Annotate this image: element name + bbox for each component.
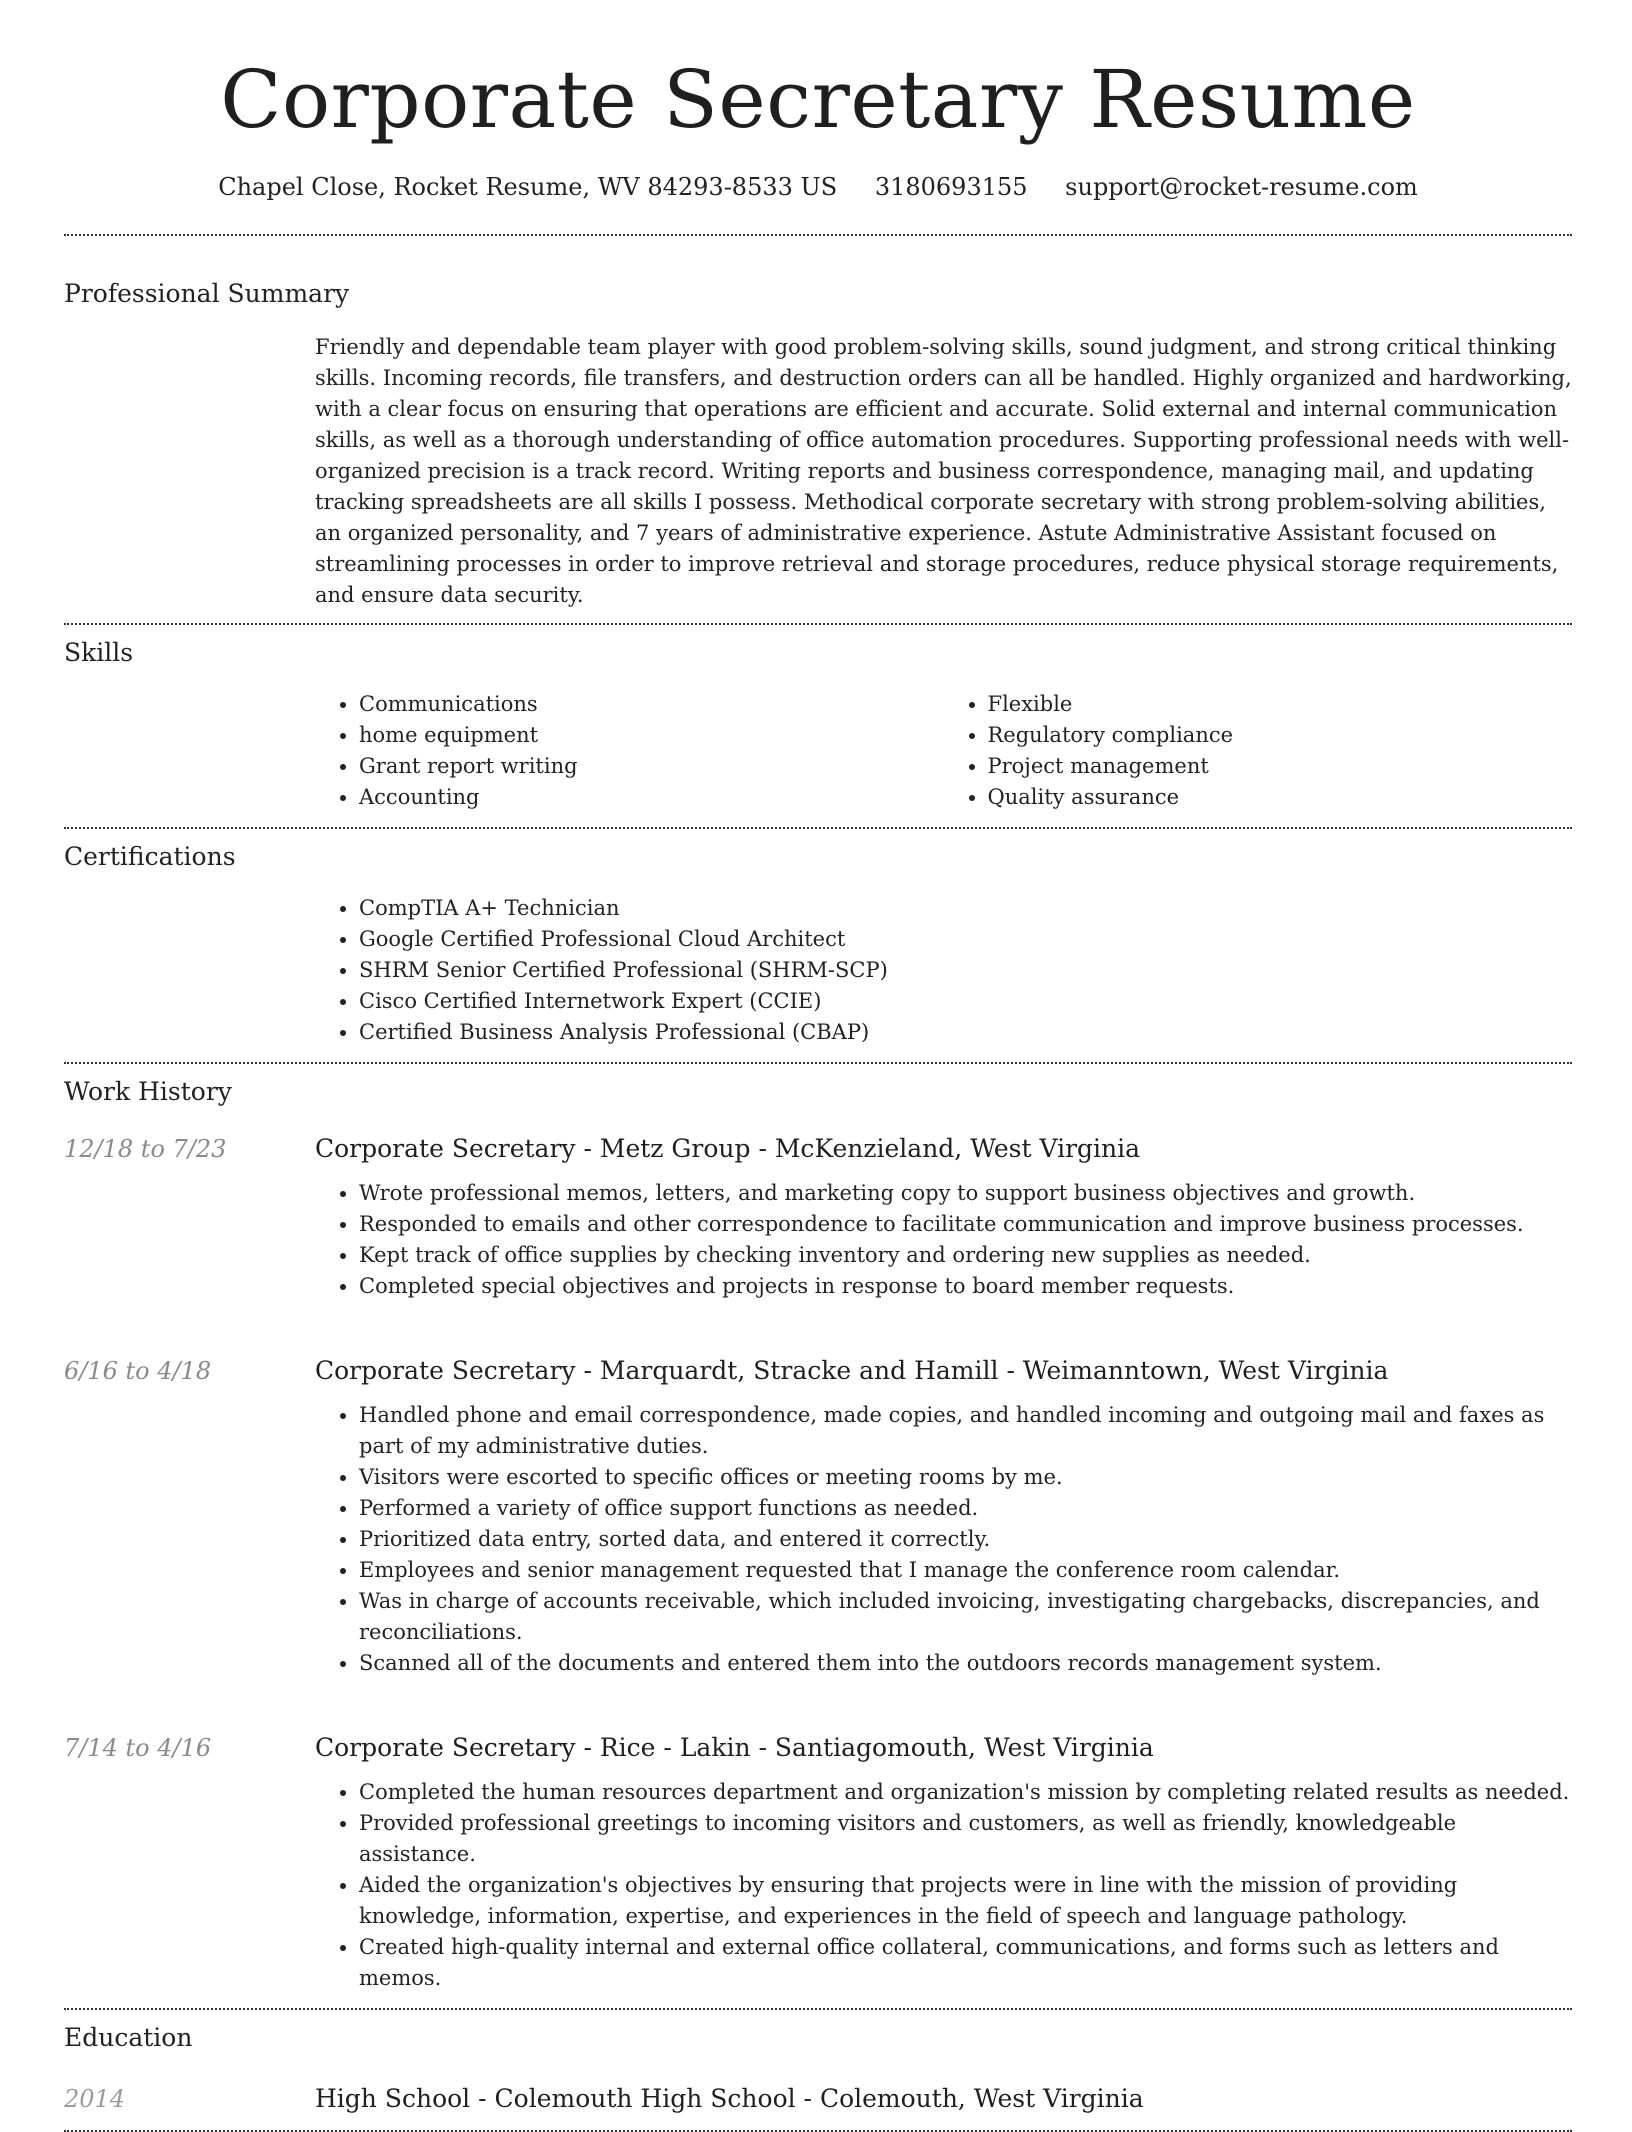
skill-item: • Accounting bbox=[359, 782, 944, 813]
job-dates: 12/18 to 7/23 bbox=[64, 1135, 227, 1163]
work-history-section bbox=[64, 1064, 1572, 2008]
job-bullet: • Kept track of office supplies by checking inventory and ordering new supplies as needed. bbox=[359, 1240, 1572, 1271]
job-title: Corporate Secretary - Marquardt, Stracke and Hamill - Weimanntown, West Virginia bbox=[315, 1356, 1389, 1385]
contact-line bbox=[64, 170, 1572, 204]
section-heading-summary: Professional Summary bbox=[64, 279, 350, 308]
job-bullet: • Completed special objectives and projects in response to board member requests. bbox=[359, 1271, 1572, 1302]
job-bullet: • Prioritized data entry, sorted data, and entered it correctly. bbox=[359, 1524, 1572, 1555]
skill-item: • Quality assurance bbox=[988, 782, 1573, 813]
job-bullet: • Handled phone and email correspondence, made copies, and handled incoming and outgoing mail and faxes as part of my administrative duties. bbox=[359, 1400, 1572, 1462]
contact-phone: 3180693155 bbox=[874, 173, 1028, 201]
job-bullets bbox=[315, 1777, 1572, 2008]
skill-item: • Communications bbox=[359, 689, 944, 720]
job-bullet: • Performed a variety of office support functions as needed. bbox=[359, 1493, 1572, 1524]
job-bullets bbox=[315, 1178, 1572, 1302]
job-bullet: • Responded to emails and other correspondence to facilitate communication and improve business processes. bbox=[359, 1209, 1572, 1240]
job-bullet: • Created high-quality internal and external office collateral, communications, and forms such as letters and memos. bbox=[359, 1932, 1572, 1994]
job-entry bbox=[64, 1354, 1572, 1388]
summary-text: Friendly and dependable team player with good problem-solving skills, sound judgment, and strong critical thinking skills. Incoming records, file transfers, and destruction orders can all be handled. Highly organized and hardworking, with a clear focus on ensuring that operations are efficient and accurate. Solid external and internal communication skills, as well as a thorough understanding of office automation procedures. Supporting professional needs with well-organized precision is a track record. Writing reports and business correspondence, managing mail, and updating tracking spreadsheets are all skills I possess. Methodical corporate secretary with strong problem-solving abilities, an organized personality, and 7 years of administrative experience. Astute Administrative Assistant focused on streamlining processes in order to improve retrieval and storage procedures, reduce physical storage requirements, and ensure data security. bbox=[315, 335, 1572, 607]
summary-section bbox=[64, 236, 1572, 623]
job-title: Corporate Secretary - Metz Group - McKenzieland, West Virginia bbox=[315, 1134, 1141, 1163]
education-title: High School - Colemouth High School - Colemouth, West Virginia bbox=[315, 2084, 1144, 2113]
education-entry bbox=[64, 2082, 1572, 2130]
education-year: 2014 bbox=[64, 2085, 126, 2113]
certification-item: • CompTIA A+ Technician bbox=[359, 893, 1572, 924]
certification-item: • Google Certified Professional Cloud Architect bbox=[359, 924, 1572, 955]
job-bullet: • Provided professional greetings to incoming visitors and customers, as well as friendly, knowledgeable assistance. bbox=[359, 1808, 1572, 1870]
skill-item: • Grant report writing bbox=[359, 751, 944, 782]
job-bullet: • Wrote professional memos, letters, and marketing copy to support business objectives and growth. bbox=[359, 1178, 1572, 1209]
certification-item: • Cisco Certified Internetwork Expert (CCIE) bbox=[359, 986, 1572, 1017]
job-bullet: • Scanned all of the documents and entered them into the outdoors records management system. bbox=[359, 1648, 1572, 1679]
job-entry bbox=[64, 1731, 1572, 1765]
certifications-section bbox=[64, 829, 1572, 1062]
skill-item: • Project management bbox=[988, 751, 1573, 782]
job-dates: 7/14 to 4/16 bbox=[64, 1734, 212, 1762]
job-title: Corporate Secretary - Rice - Lakin - Santiagomouth, West Virginia bbox=[315, 1733, 1154, 1762]
skill-item: • Flexible bbox=[988, 689, 1573, 720]
certification-item: • SHRM Senior Certified Professional (SHRM-SCP) bbox=[359, 955, 1572, 986]
section-heading-skills: Skills bbox=[64, 638, 134, 667]
skills-list-left bbox=[315, 689, 944, 813]
certification-item: • Certified Business Analysis Professional (CBAP) bbox=[359, 1017, 1572, 1048]
skills-list-right bbox=[944, 689, 1573, 813]
section-heading-education: Education bbox=[64, 2023, 193, 2052]
section-heading-work: Work History bbox=[64, 1077, 232, 1106]
job-bullet: • Completed the human resources department and organization's mission by completing related results as needed. bbox=[359, 1777, 1572, 1808]
certifications-list bbox=[315, 893, 1572, 1048]
certifications-block bbox=[315, 893, 1572, 1062]
job-bullet: • Was in charge of accounts receivable, which included invoicing, investigating chargebacks, discrepancies, and reconciliations. bbox=[359, 1586, 1572, 1648]
job-dates: 6/16 to 4/18 bbox=[64, 1357, 212, 1385]
skills-columns bbox=[315, 689, 1572, 827]
resume-page bbox=[64, 0, 1572, 2132]
job-bullet: • Employees and senior management requested that I manage the conference room calendar. bbox=[359, 1555, 1572, 1586]
job-bullet: • Aided the organization's objectives by ensuring that projects were in line with the mission of providing knowledge, information, expertise, and experiences in the field of speech and language pathology. bbox=[359, 1870, 1572, 1932]
section-heading-certifications: Certifications bbox=[64, 842, 236, 871]
job-bullets bbox=[315, 1400, 1572, 1679]
resume-title: Corporate Secretary Resume bbox=[220, 53, 1416, 146]
contact-email: support@rocket-resume.com bbox=[1065, 173, 1418, 201]
skills-section bbox=[64, 625, 1572, 827]
job-entry bbox=[64, 1132, 1572, 1166]
skill-item: • Regulatory compliance bbox=[988, 720, 1573, 751]
skill-item: • home equipment bbox=[359, 720, 944, 751]
education-section bbox=[64, 2010, 1572, 2130]
contact-address: Chapel Close, Rocket Resume, WV 84293-8533 US bbox=[218, 173, 838, 201]
job-bullet: • Visitors were escorted to specific offices or meeting rooms by me. bbox=[359, 1462, 1572, 1493]
